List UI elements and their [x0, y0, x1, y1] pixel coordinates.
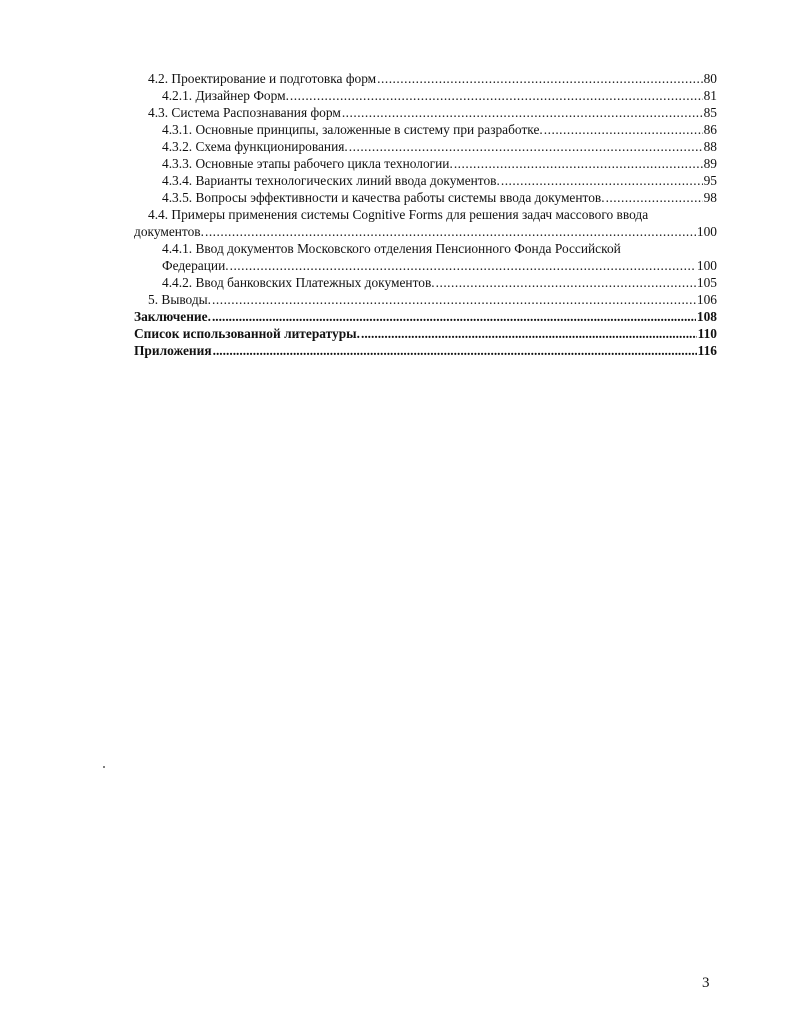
toc-entry-page: 106	[696, 292, 717, 307]
toc-entry-page: 89	[703, 156, 717, 171]
toc-leader-dots	[230, 257, 696, 274]
scan-speck	[103, 766, 105, 768]
toc-entry-title-line1: 4.4. Примеры применения системы Cognitive Forms для решения задач массового ввода	[148, 207, 649, 222]
toc-entry	[134, 172, 717, 189]
toc-entry	[134, 138, 717, 155]
toc-entry-page: 81	[703, 88, 717, 103]
toc-entry	[134, 308, 717, 325]
toc-entry-title: 4.3. Система Распознавания форм	[148, 105, 341, 120]
toc-leader-dots	[212, 308, 696, 325]
toc-entry	[134, 223, 717, 240]
toc-entry-page: 110	[697, 326, 717, 341]
toc-entry-page: 85	[703, 105, 717, 120]
toc-entry	[134, 121, 717, 138]
toc-entry	[134, 70, 717, 87]
toc-leader-dots	[361, 325, 697, 342]
toc-entry-title: 4.2. Проектирование и подготовка форм	[148, 71, 377, 86]
toc-entry-title-line2: Федерации.	[162, 258, 229, 273]
toc-leader-dots	[213, 342, 697, 359]
toc-entry-title: Заключение.	[134, 309, 211, 324]
toc-entry	[134, 274, 717, 291]
toc-entry-title: 4.3.2. Схема функционирования.	[162, 139, 348, 154]
toc-leader-dots	[501, 172, 703, 189]
toc-leader-dots	[436, 274, 696, 291]
toc-leader-dots	[544, 121, 703, 138]
toc-entry-title: 4.3.1. Основные принципы, заложенные в систему при разработке.	[162, 122, 543, 137]
toc-entry-page: 88	[703, 139, 717, 154]
toc-entry-title: Приложения	[134, 343, 212, 358]
toc-entry-title: 4.3.5. Вопросы эффективности и качества работы системы ввода документов.	[162, 190, 605, 205]
toc-entry-title-line1: 4.4.1. Ввод документов Московского отделения Пенсионного Фонда Российской	[162, 241, 621, 256]
toc-entry	[134, 189, 717, 206]
toc-entry-title: 4.3.3. Основные этапы рабочего цикла технологии.	[162, 156, 453, 171]
toc-entry-page: 108	[696, 309, 717, 324]
toc-entry	[134, 342, 717, 359]
toc-entry	[134, 257, 717, 274]
toc-entry-title: 4.2.1. Дизайнер Форм.	[162, 88, 289, 103]
toc-entry	[134, 87, 717, 104]
toc-entry-title: Список использованной литературы.	[134, 326, 360, 341]
toc-entry-page: 86	[703, 122, 717, 137]
toc-entry	[134, 325, 717, 342]
toc-entry-page: 80	[703, 71, 717, 86]
toc-leader-dots	[342, 104, 703, 121]
toc-leader-dots	[212, 291, 696, 308]
toc-entry-title: 4.3.4. Варианты технологических линий ввода документов.	[162, 173, 500, 188]
toc-entry-title: 4.4.2. Ввод банковских Платежных документов.	[162, 275, 435, 290]
toc-entry	[134, 155, 717, 172]
toc-leader-dots	[205, 223, 696, 240]
toc-leader-dots	[349, 138, 703, 155]
toc-entry-page: 116	[697, 343, 717, 358]
toc-entry	[134, 291, 717, 308]
table-of-contents	[134, 70, 717, 359]
toc-entry-page: 100	[696, 258, 717, 273]
toc-entry	[134, 104, 717, 121]
toc-entry-title: 5. Выводы.	[148, 292, 212, 307]
page-number: 3	[702, 975, 710, 991]
toc-leader-dots	[454, 155, 703, 172]
toc-leader-dots	[377, 70, 702, 87]
toc-entry-title-line2: документов.	[134, 224, 204, 239]
toc-leader-dots	[606, 189, 703, 206]
toc-entry-page: 100	[696, 224, 717, 239]
toc-entry-page: 95	[703, 173, 717, 188]
toc-entry-page: 98	[703, 190, 717, 205]
toc-entry-page: 105	[696, 275, 717, 290]
toc-leader-dots	[290, 87, 703, 104]
